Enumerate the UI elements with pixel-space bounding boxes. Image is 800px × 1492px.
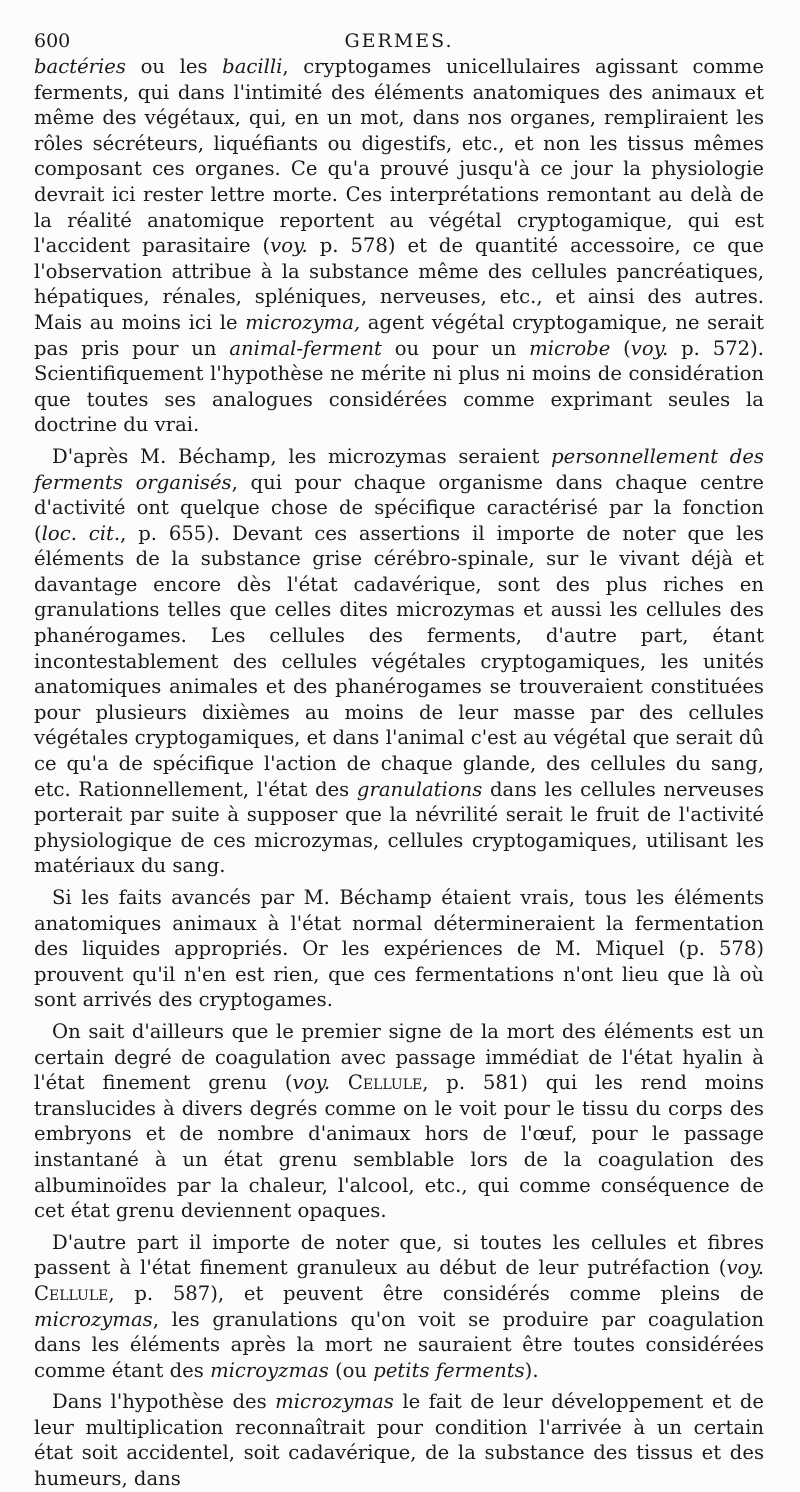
text-run: agent végétal cryptogamique, ne serait pas pris pour un xyxy=(34,310,764,360)
text-run: , p. 581) qui les rend moins translucides à divers degrés comme on le voit pour le tissu du corps des embryons et de nombre d'animaux hors de l'œuf, pour le passage instantané à un état grenu semblable lors de la coagulation des albuminoïdes par la chaleur, l'alcool, etc., qui comme conséquence de cet état grenu deviennent opaques. xyxy=(34,1071,764,1223)
text-run: D'après M. Béchamp, les microzymas seraient xyxy=(52,444,552,468)
italic-text: voy. xyxy=(270,234,308,258)
paragraph xyxy=(34,54,764,438)
body-text xyxy=(34,54,764,1492)
italic-text: microbe xyxy=(529,336,611,360)
italic-text: microzymas xyxy=(275,1390,394,1414)
text-run: , p. 587), et peuvent être considérés comme pleins de xyxy=(108,1281,764,1305)
text-run: , qui pour chaque organisme dans chaque centre d'activité ont quelque chose de spécifique caractérisé par la fonction ( xyxy=(34,470,764,545)
text-run: p. 572). Scientifiquement l'hypothèse ne mérite ni plus ni moins de considération que toutes ses analogues considérées comme exprimant seules la doctrine du vrai. xyxy=(34,336,764,437)
italic-text: bactéries xyxy=(34,55,126,78)
text-run: ( xyxy=(610,336,631,360)
italic-text: petits ferments xyxy=(373,1358,525,1382)
text-run: D'autre part il importe de noter que, si toutes les cellules et fibres passent à l'état finement granuleux au début de leur putréfaction ( xyxy=(34,1230,764,1280)
italic-text: microzymas xyxy=(34,1307,153,1331)
running-head xyxy=(34,28,764,54)
paragraph xyxy=(34,1019,764,1224)
italic-text: microyzmas xyxy=(210,1358,329,1382)
text-run: On sait d'ailleurs que le premier signe de la mort des éléments est un certain degré de coagulation avec passage immédiat de l'état hyalin à l'état finement grenu ( xyxy=(34,1019,764,1095)
italic-text: voy. xyxy=(726,1256,764,1280)
paragraph xyxy=(34,1389,764,1491)
text-run xyxy=(330,1071,348,1094)
text-run: (ou xyxy=(328,1358,374,1382)
small-caps-text: Cellule xyxy=(34,1281,109,1305)
italic-text: bacilli xyxy=(222,55,283,78)
italic-text: microzyma, xyxy=(245,310,361,334)
text-run: le fait de leur développement et de leur multiplication reconnaîtrait pour condition l'arrivée à un certain état soit accidentel, soit cadavérique, de la substance des tissus et des humeurs, dans xyxy=(34,1390,764,1491)
page-number: 600 xyxy=(34,30,71,52)
text-run: Dans l'hypothèse des xyxy=(52,1390,276,1414)
italic-text: animal-ferment xyxy=(229,336,382,360)
text-run: , cryptogames unicellulaires agissant comme ferments, qui dans l'intimité des éléments anatomiques des animaux et même des végétaux, qui, en un mot, dans nos organes, rempliraient les rôles sécréteurs, liquéfiants ou digestifs, etc., et non les tissus mêmes composant ces organes. Ce qu'a prouvé jusqu'à ce jour la physiologie devrait ici rester lettre morte. Ces interprétations remontant au delà de la réalité anatomique reportent au végétal cryptogamique, qui est l'accident parasitaire ( xyxy=(34,55,764,258)
italic-text: voy. xyxy=(630,336,669,360)
text-run: Si les faits avancés par M. Béchamp étaient vrais, tous les éléments anatomiques animaux à l'état normal détermineraient la fermentation des liquides appropriés. Or les expériences de M. Miquel (p. 578) prouvent qu'il n'en est rien, que ces fermentations n'ont lieu que là où sont arrivés des cryptogames. xyxy=(34,886,764,1012)
italic-text: personnellement des ferments organisés xyxy=(34,444,764,494)
text-run: , p. 655). Devant ces assertions il importe de noter que les éléments de la substance grise cérébro-spinale, sur le vivant déjà et davantage encore dès l'état cadavérique, sont des plus riches en granulations telles que celles dites microzymas et aussi les cellules des phanérogames. Les cellules des ferments, d'autre part, étant incontestablement des cellules végétales cryptogamiques, les unités anatomiques animales et des phanérogames se trouveraient constituées pour plusieurs dixièmes au moins de leur masse par des cellules végétales cryptogamiques, et dans l'animal c'est au végétal que serait dû ce qu'a de spécifique l'action de chaque glande, des cellules du sang, etc. Rationnellement, l'état des xyxy=(34,521,764,801)
italic-text: voy. xyxy=(292,1071,331,1095)
small-caps-text: Cellule xyxy=(347,1071,423,1095)
text-run: p. 578) et de quantité accessoire, ce que l'observation attribue à la substance même des cellules pancréatiques, hépatiques, rénales, spléniques, nerveuses, etc., et ainsi des autres. Mais au moins ici le xyxy=(34,234,764,334)
text-run: ). xyxy=(524,1358,539,1382)
text-run: ou les xyxy=(125,55,223,78)
italic-text: granulations xyxy=(356,777,483,801)
text-run: , les granulations qu'on voit se produire par coagulation dans les éléments après la mort ne sauraient être toutes considérées comme étant des xyxy=(34,1307,764,1382)
paragraph xyxy=(34,444,764,879)
paragraph xyxy=(34,1230,764,1384)
text-run: dans les cellules nerveuses porterait par suite à supposer que la névrilité serait le fruit de l'activité physiologique de ces microzymas, cellules cryptogamiques, utilisant les matériaux du sang. xyxy=(34,777,764,878)
text-run: ou pour un xyxy=(381,336,530,360)
running-title: GERMES. xyxy=(344,30,454,52)
italic-text: loc. cit. xyxy=(41,521,121,545)
paragraph xyxy=(34,885,764,1013)
